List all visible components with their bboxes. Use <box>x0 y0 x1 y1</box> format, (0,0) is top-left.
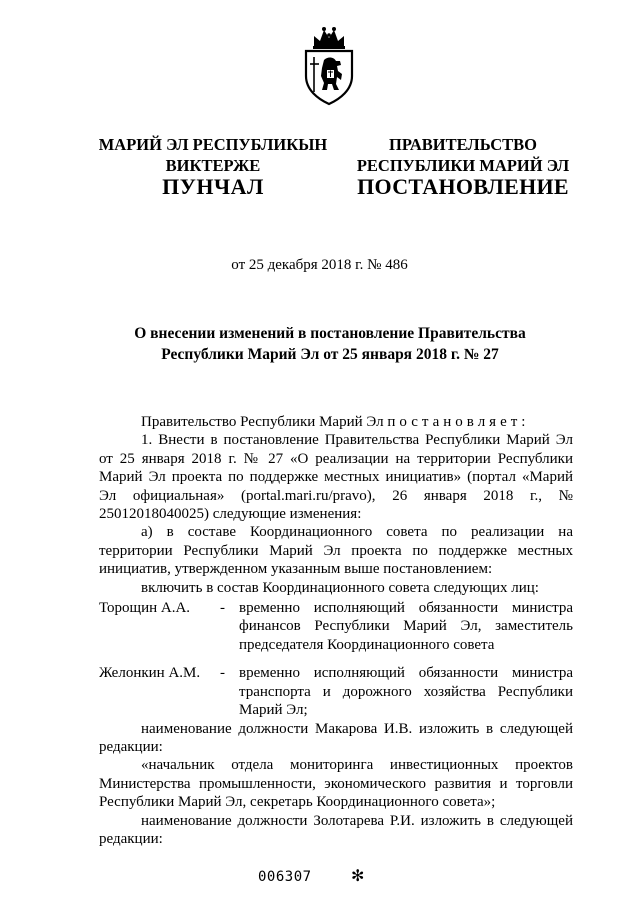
title-line1: О внесении изменений в постановление Правительства <box>134 325 526 342</box>
person-description: временно исполняющий обязанности министра финансов Республики Марий Эл, заместитель председателя Координационного совета <box>239 600 573 653</box>
paragraph-makarov-quote: «начальник отдела мониторинга инвестиционных проектов Министерства промышленности, экономического развития и торговли Республики Марий Эл, секретарь Координационного совета»; <box>99 757 573 811</box>
document-kind-russian: ПОСТАНОВЛЕНИЕ <box>357 174 569 199</box>
person-dash: - <box>220 600 225 617</box>
intro-text: Правительство Республики Марий Эл <box>141 414 388 430</box>
footer-mark: ✻ <box>351 868 365 885</box>
person-name: Торощин А.А. <box>99 600 191 617</box>
document-title <box>90 323 570 365</box>
blank-serial-number: 006307 <box>258 869 312 885</box>
document-date: от 25 декабря 2018 г. № 486 <box>231 257 408 273</box>
title-line2: Республики Марий Эл от 25 января 2018 г. № 27 <box>161 346 499 363</box>
person-entry <box>99 664 573 719</box>
person-dash: - <box>220 665 225 682</box>
header-right-line1: ПРАВИТЕЛЬСТВО <box>389 135 537 154</box>
document-body <box>99 413 573 848</box>
intro-verb: постановляет: <box>387 414 530 430</box>
paragraph-makarov: наименование должности Макарова И.В. изложить в следующей редакции: <box>99 720 573 755</box>
person-entry <box>99 599 573 654</box>
header-left-line2: ВИКТЕРЖЕ <box>165 156 261 175</box>
header-right <box>335 134 591 176</box>
paragraph-zolotarev: наименование должности Золотарева Р.И. изложить в следующей редакции: <box>99 812 573 847</box>
header-right-line2: РЕСПУБЛИКИ МАРИЙ ЭЛ <box>356 156 570 175</box>
document-kind-mari: ПУНЧАЛ <box>162 174 264 199</box>
intro-paragraph <box>99 413 573 431</box>
person-name: Желонкин А.М. <box>99 665 201 682</box>
mari-el-coat-of-arms-icon <box>300 24 358 106</box>
paragraph-include: включить в состав Координационного совета следующих лиц: <box>141 579 539 596</box>
header-left-line1: МАРИЙ ЭЛ РЕСПУБЛИКЫН <box>98 135 328 154</box>
header-left <box>82 134 344 176</box>
paragraph-a: а) в составе Координационного совета по реализации на территории Республики Марий Эл проекта по поддержке местных инициатив, утвержденном указанным выше постановлением: <box>99 524 573 578</box>
paragraph-1: 1. Внести в постановление Правительства Республики Марий Эл от 25 января 2018 г. № 27 «О реализации на территории Республики Марий Эл проекта по поддержке местных инициатив» (портал «Марий Эл официальная» (portal.mari.ru/pravo), 26 января 2018 г., № 25012018040025) следующие изменения: <box>99 432 573 523</box>
person-description: временно исполняющий обязанности министра транспорта и дорожного хозяйства Республики Марий Эл; <box>239 665 573 719</box>
